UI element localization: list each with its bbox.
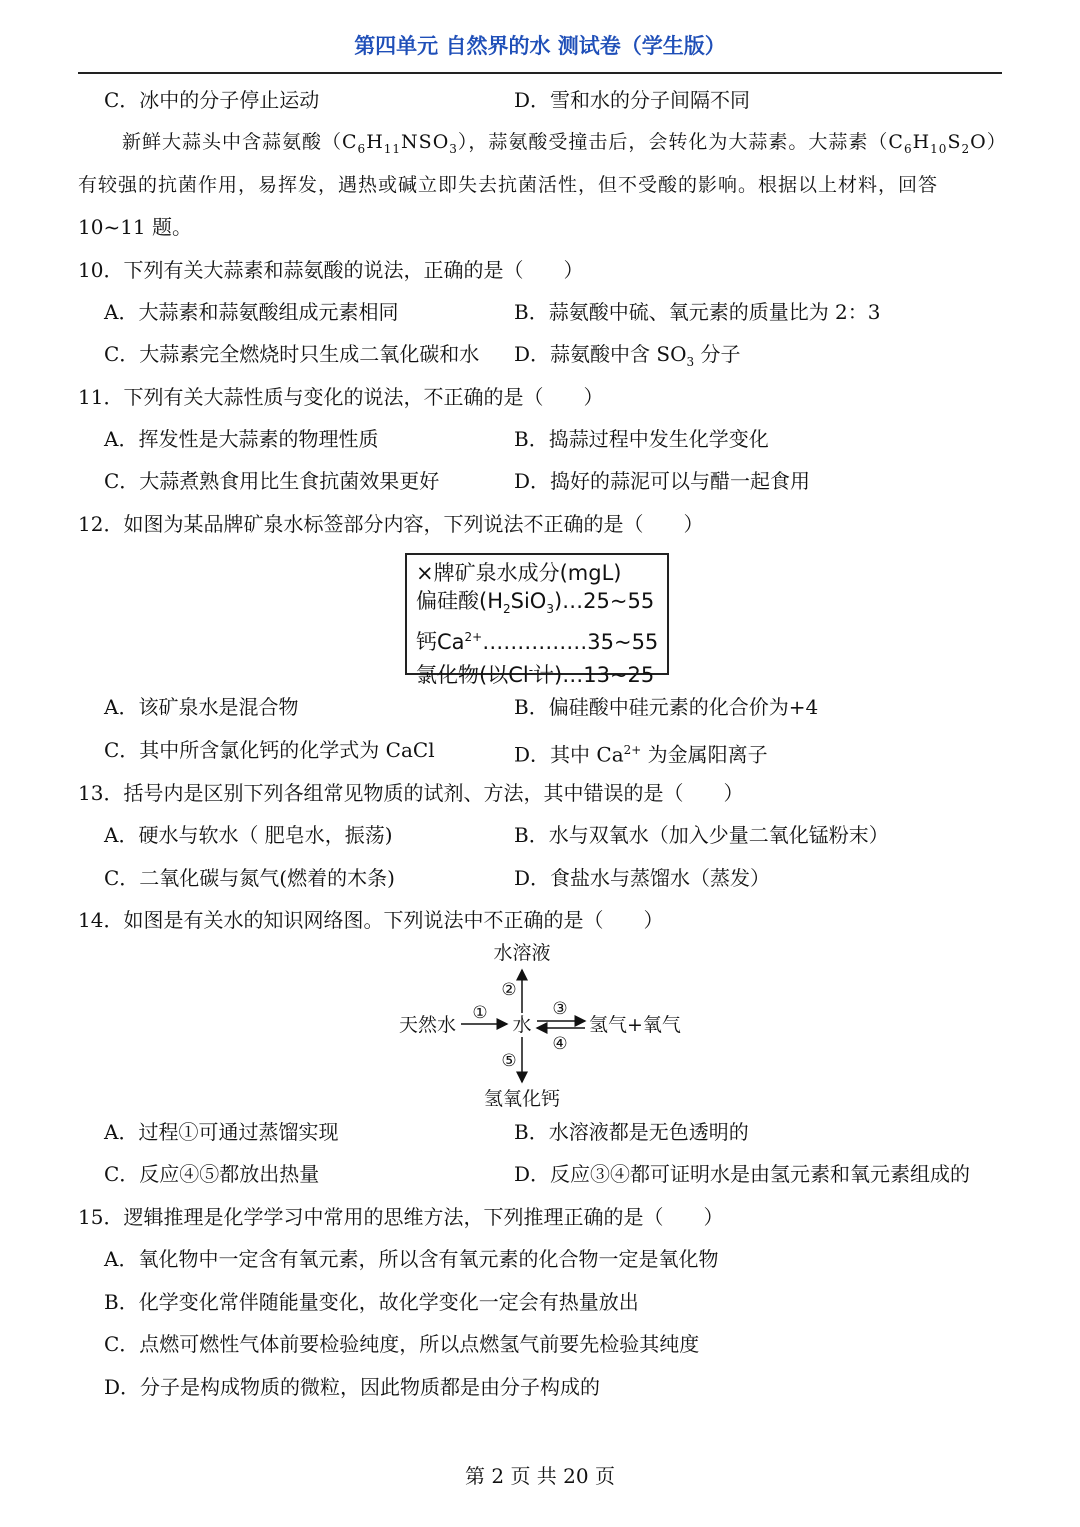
intro-line-1: 新鲜大蒜头中含蒜氨酸$(C_6H_{11}NSO_3)$，蒜氨酸受撞击后，会转化为大蒜素。大蒜素$(C_6H_{10}S_2O)$ (122, 131, 1007, 156)
q10-stem: 10．下列有关大蒜素和蒜氨酸的说法，正确的是（ ） (78, 258, 584, 282)
q10-option-a: A．大蒜素和蒜氨酸组成元素相同 (104, 300, 399, 324)
label-process-2: ② (501, 980, 517, 1000)
water-network-diagram (395, 938, 695, 1118)
q9-option-c: C．冰中的分子停止运动 (104, 88, 320, 112)
label-process-4: ④ (552, 1034, 568, 1054)
q13-option-b: B．水与双氧水（加入少量二氧化锰粉末） (514, 823, 889, 847)
label-line-3: 钙$Ca^{2+}\dots\dots\dots\dots\dots 35\sim 55$ (416, 630, 659, 655)
label-process-3: ③ (552, 999, 568, 1019)
page-footer: 第 2 页 共 20 页 (465, 1464, 615, 1488)
q10-option-d: D．蒜氨酸中含 $SO_3$ 分子 (514, 342, 741, 369)
q11-option-d: D．捣好的蒜泥可以与醋一起食用 (514, 469, 811, 493)
q14-option-c: C．反应④⑤都放出热量 (104, 1162, 320, 1186)
q10-option-c: C．大蒜素完全燃烧时只生成二氧化碳和水 (104, 342, 480, 366)
q15-option-a: A．氧化物中一定含有氧元素，所以含有氧元素的化合物一定是氧化物 (104, 1247, 719, 1271)
label-process-5: ⑤ (501, 1051, 517, 1071)
q15-stem: 15．逻辑推理是化学学习中常用的思维方法，下列推理正确的是（ ） (78, 1205, 724, 1229)
q11-option-b: B．捣蒜过程中发生化学变化 (514, 427, 769, 451)
q11-option-c: C．大蒜煮熟食用比生食抗菌效果更好 (104, 469, 440, 493)
q11-stem: 11．下列有关大蒜性质与变化的说法，不正确的是（ ） (78, 385, 604, 409)
q9-option-d: D．雪和水的分子间隔不同 (514, 88, 751, 112)
label-process-1: ① (472, 1003, 488, 1023)
q11-option-a: A．挥发性是大蒜素的物理性质 (104, 427, 379, 451)
diagram-node-water: 水 (512, 1014, 532, 1036)
q13-stem: 13．括号内是区别下列各组常见物质的试剂、方法，其中错误的是（ ） (78, 781, 744, 805)
diagram-node-hydrogen-oxygen: 氢气+氧气 (589, 1014, 681, 1036)
q12-option-d: D．其中 $Ca^{2+}$ 为金属阳离子 (514, 742, 768, 767)
q12-option-c: C．其中所含氯化钙的化学式为 CaCl (104, 738, 435, 762)
label-line-1: ×牌矿泉水成分(mgL) (416, 561, 622, 585)
intro-line-3: 10~11 题。 (78, 215, 193, 239)
q10-option-b: B．蒜氨酸中硫、氧元素的质量比为 2：3 (514, 300, 881, 324)
label-line-2: 偏硅酸$(H_2SiO_3)\dots 25\sim 55$ (416, 589, 655, 617)
intro-line-2: 有较强的抗菌作用，易挥发，遇热或碱立即失去抗菌活性，但不受酸的影响。根据以上材料，回答 (78, 174, 939, 196)
page-header-title: 第四单元 自然界的水 测试卷（学生版） (354, 34, 726, 58)
q15-option-d: D．分子是构成物质的微粒，因此物质都是由分子构成的 (104, 1375, 601, 1399)
q12-stem: 12．如图为某品牌矿泉水标签部分内容，下列说法不正确的是（ ） (78, 512, 704, 536)
q15-option-b: B．化学变化常伴随能量变化，故化学变化一定会有热量放出 (104, 1290, 639, 1314)
q13-option-d: D．食盐水与蒸馏水（蒸发） (514, 866, 771, 890)
diagram-node-aqueous-solution: 水溶液 (493, 942, 551, 964)
label-line-4: 氯化物(以Cl-计)…13~25 (416, 663, 655, 688)
diagram-node-calcium-hydroxide: 氢氧化钙 (483, 1088, 561, 1110)
mineral-water-label (405, 553, 669, 688)
q12-option-a: A．该矿泉水是混合物 (104, 695, 299, 719)
q13-option-a: A．硬水与软水（ 肥皂水，振荡) (104, 823, 393, 847)
q14-option-b: B．水溶液都是无色透明的 (514, 1120, 749, 1144)
q14-option-a: A．过程①可通过蒸馏实现 (104, 1120, 339, 1144)
q14-stem: 14．如图是有关水的知识网络图。下列说法中不正确的是（ ） (78, 908, 664, 932)
diagram-node-natural-water: 天然水 (399, 1014, 457, 1036)
q14-option-d: D．反应③④都可证明水是由氢元素和氧元素组成的 (514, 1162, 971, 1186)
header-rule (78, 72, 1002, 74)
q12-option-b: B．偏硅酸中硅元素的化合价为+4 (514, 695, 819, 719)
q13-option-c: C．二氧化碳与氮气(燃着的木条) (104, 866, 395, 890)
q15-option-c: C．点燃可燃性气体前要检验纯度，所以点燃氢气前要先检验其纯度 (104, 1332, 700, 1356)
